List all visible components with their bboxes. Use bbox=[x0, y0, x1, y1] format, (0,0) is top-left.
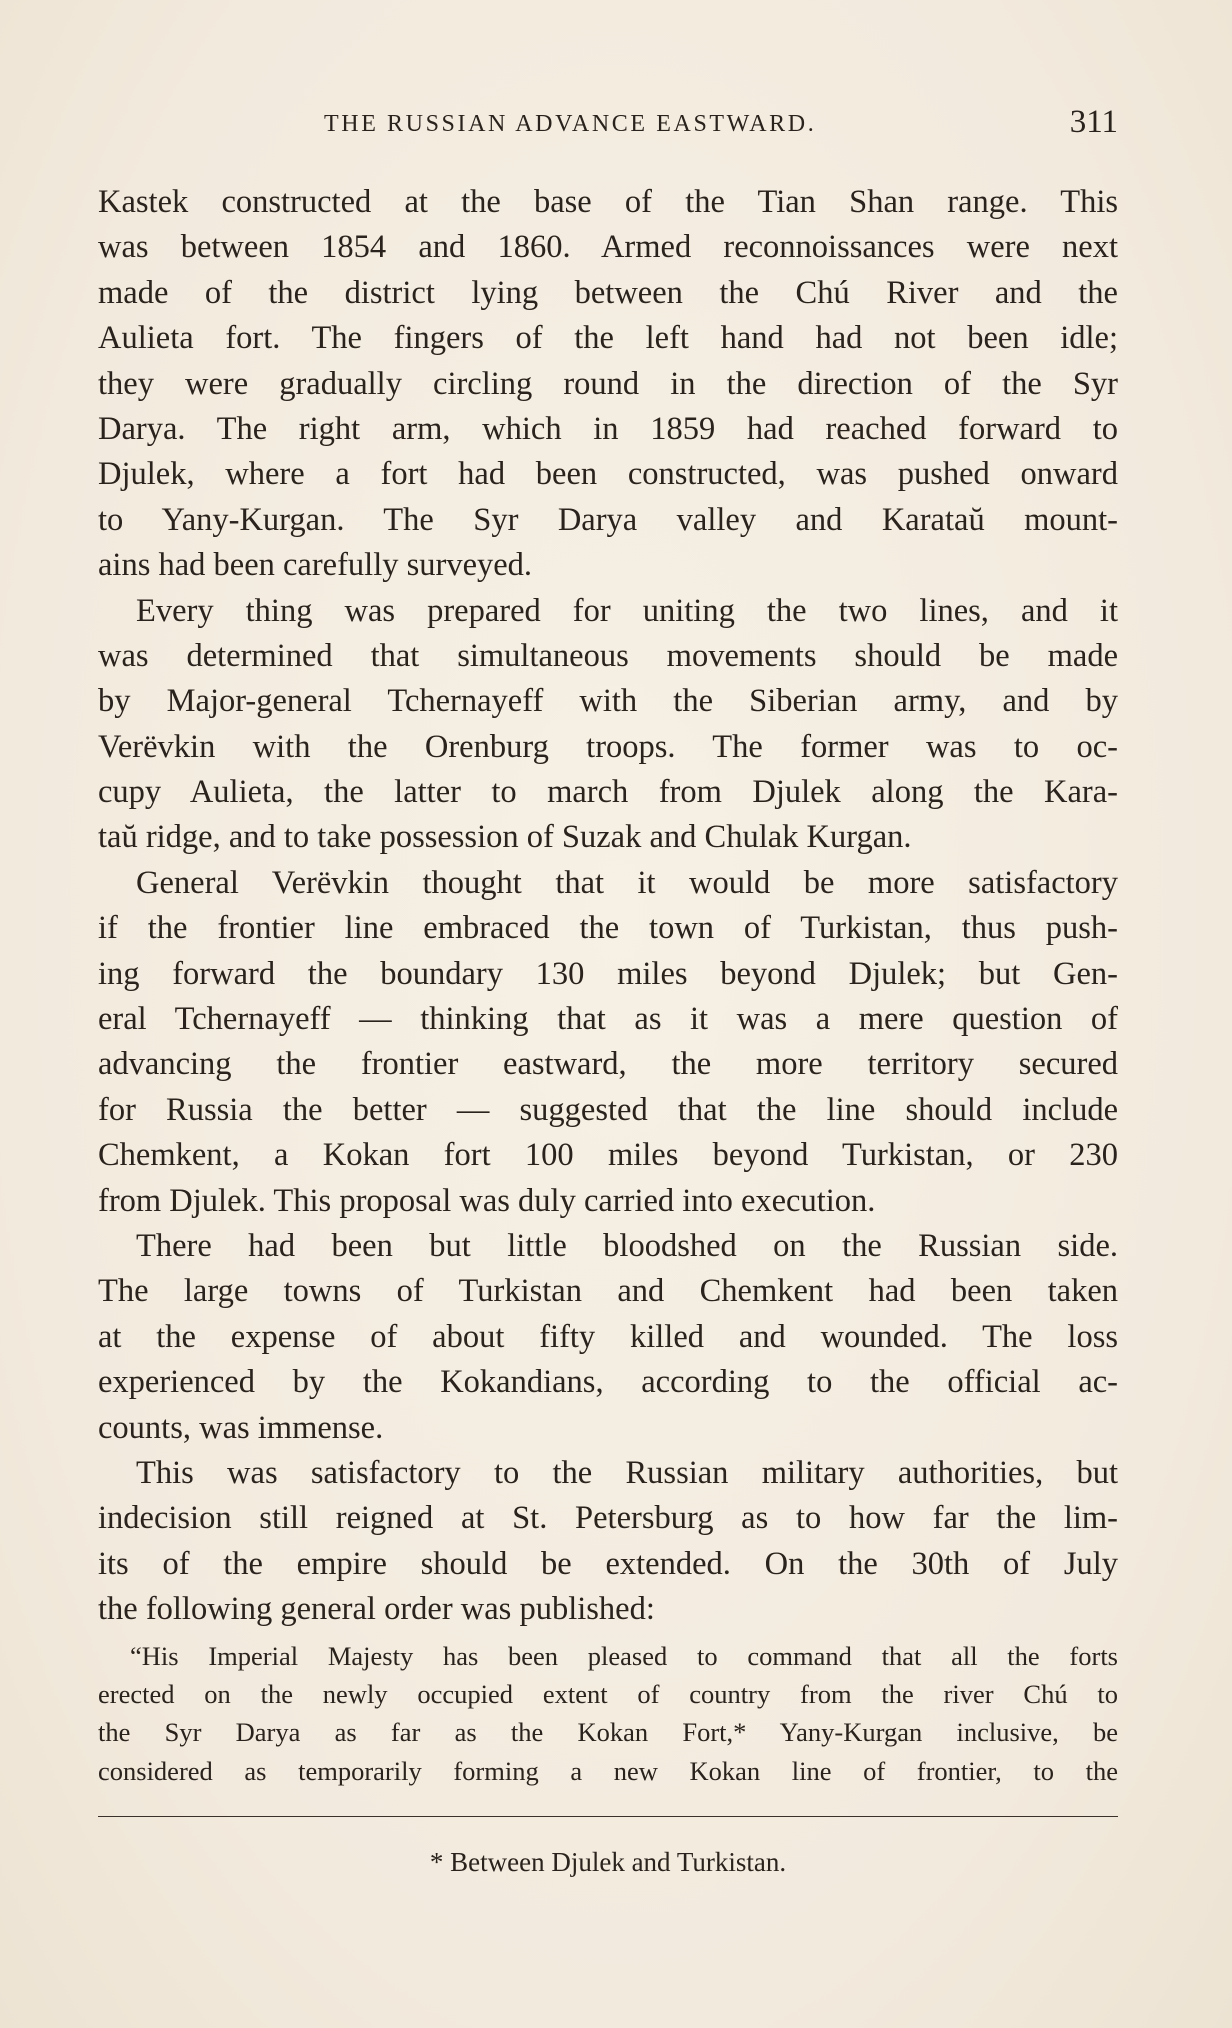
text-line: experienced by the Kokandians, according to the official ac- bbox=[98, 1364, 1118, 1401]
text-line: taŭ ridge, and to take possession of Suzak and Chulak Kurgan. bbox=[98, 819, 912, 856]
quote-line: “His Imperial Majesty has been pleased to command that all the forts bbox=[130, 1641, 1118, 1671]
text-line: advancing the frontier eastward, the more territory secured bbox=[98, 1046, 1118, 1083]
text-line: Darya. The right arm, which in 1859 had reached forward to bbox=[98, 410, 1118, 447]
footnote-rule bbox=[98, 1816, 1118, 1817]
text-line: counts, was immense. bbox=[98, 1409, 384, 1446]
quote-line: considered as temporarily forming a new Kokan line of frontier, to the bbox=[98, 1755, 1118, 1786]
text-line: was determined that simultaneous movements should be made bbox=[98, 637, 1118, 674]
text-line: if the frontier line embraced the town of Turkistan, thus push- bbox=[98, 910, 1118, 947]
text-line: Djulek, where a fort had been constructed, was pushed onward bbox=[98, 456, 1118, 493]
text-line: for Russia the better — suggested that the line should include bbox=[98, 1091, 1118, 1128]
footnote: * Between Djulek and Turkistan. bbox=[429, 1847, 787, 1877]
general-order-quote bbox=[98, 1637, 1118, 1790]
text-line: There had been but little bloodshed on the Russian side. bbox=[136, 1227, 1118, 1264]
page-number: 311 bbox=[1069, 104, 1118, 140]
text-line: Verëvkin with the Orenburg troops. The former was to oc- bbox=[98, 728, 1118, 765]
text-line: cupy Aulieta, the latter to march from Djulek along the Kara- bbox=[98, 774, 1118, 811]
text-line: at the expense of about fifty killed and wounded. The loss bbox=[98, 1318, 1118, 1355]
text-line: its of the empire should be extended. On the 30th of July bbox=[98, 1545, 1118, 1582]
quote-line: the Syr Darya as far as the Kokan Fort,* Yany-Kurgan inclusive, be bbox=[98, 1717, 1118, 1748]
text-line: by Major-general Tchernayeff with the Siberian army, and by bbox=[98, 683, 1118, 720]
text-line: Every thing was prepared for uniting the two lines, and it bbox=[136, 592, 1118, 629]
text-line: was between 1854 and 1860. Armed reconnoissances were next bbox=[98, 229, 1118, 266]
text-line: indecision still reigned at St. Petersburg as to how far the lim- bbox=[98, 1500, 1118, 1537]
text-line: from Djulek. This proposal was duly carried into execution. bbox=[98, 1182, 876, 1219]
text-line: This was satisfactory to the Russian military authorities, but bbox=[136, 1454, 1118, 1491]
text-line: ing forward the boundary 130 miles beyond Djulek; but Gen- bbox=[98, 955, 1118, 992]
text-line: The large towns of Turkistan and Chemkent had been taken bbox=[98, 1273, 1118, 1310]
text-line: Kastek constructed at the base of the Tian Shan range. This bbox=[98, 184, 1118, 220]
text-line: Aulieta fort. The fingers of the left hand had not been idle; bbox=[98, 320, 1118, 357]
text-line: Chemkent, a Kokan fort 100 miles beyond Turkistan, or 230 bbox=[98, 1137, 1118, 1174]
text-line: they were gradually circling round in the direction of the Syr bbox=[98, 365, 1118, 402]
text-line: General Verëvkin thought that it would be more satisfactory bbox=[136, 864, 1118, 901]
body-text bbox=[98, 180, 1118, 1633]
running-head: THE RUSSIAN ADVANCE EASTWARD. bbox=[324, 111, 817, 137]
text-line: ains had been carefully surveyed. bbox=[98, 547, 533, 584]
text-line: made of the district lying between the Chú River and the bbox=[98, 274, 1118, 311]
text-line: the following general order was published: bbox=[98, 1591, 655, 1628]
text-line: eral Tchernayeff — thinking that as it was a mere question of bbox=[98, 1001, 1118, 1038]
page-header bbox=[98, 104, 1118, 148]
text-line: to Yany-Kurgan. The Syr Darya valley and Karataŭ mount- bbox=[98, 501, 1118, 538]
quote-line: erected on the newly occupied extent of country from the river Chú to bbox=[98, 1679, 1118, 1710]
